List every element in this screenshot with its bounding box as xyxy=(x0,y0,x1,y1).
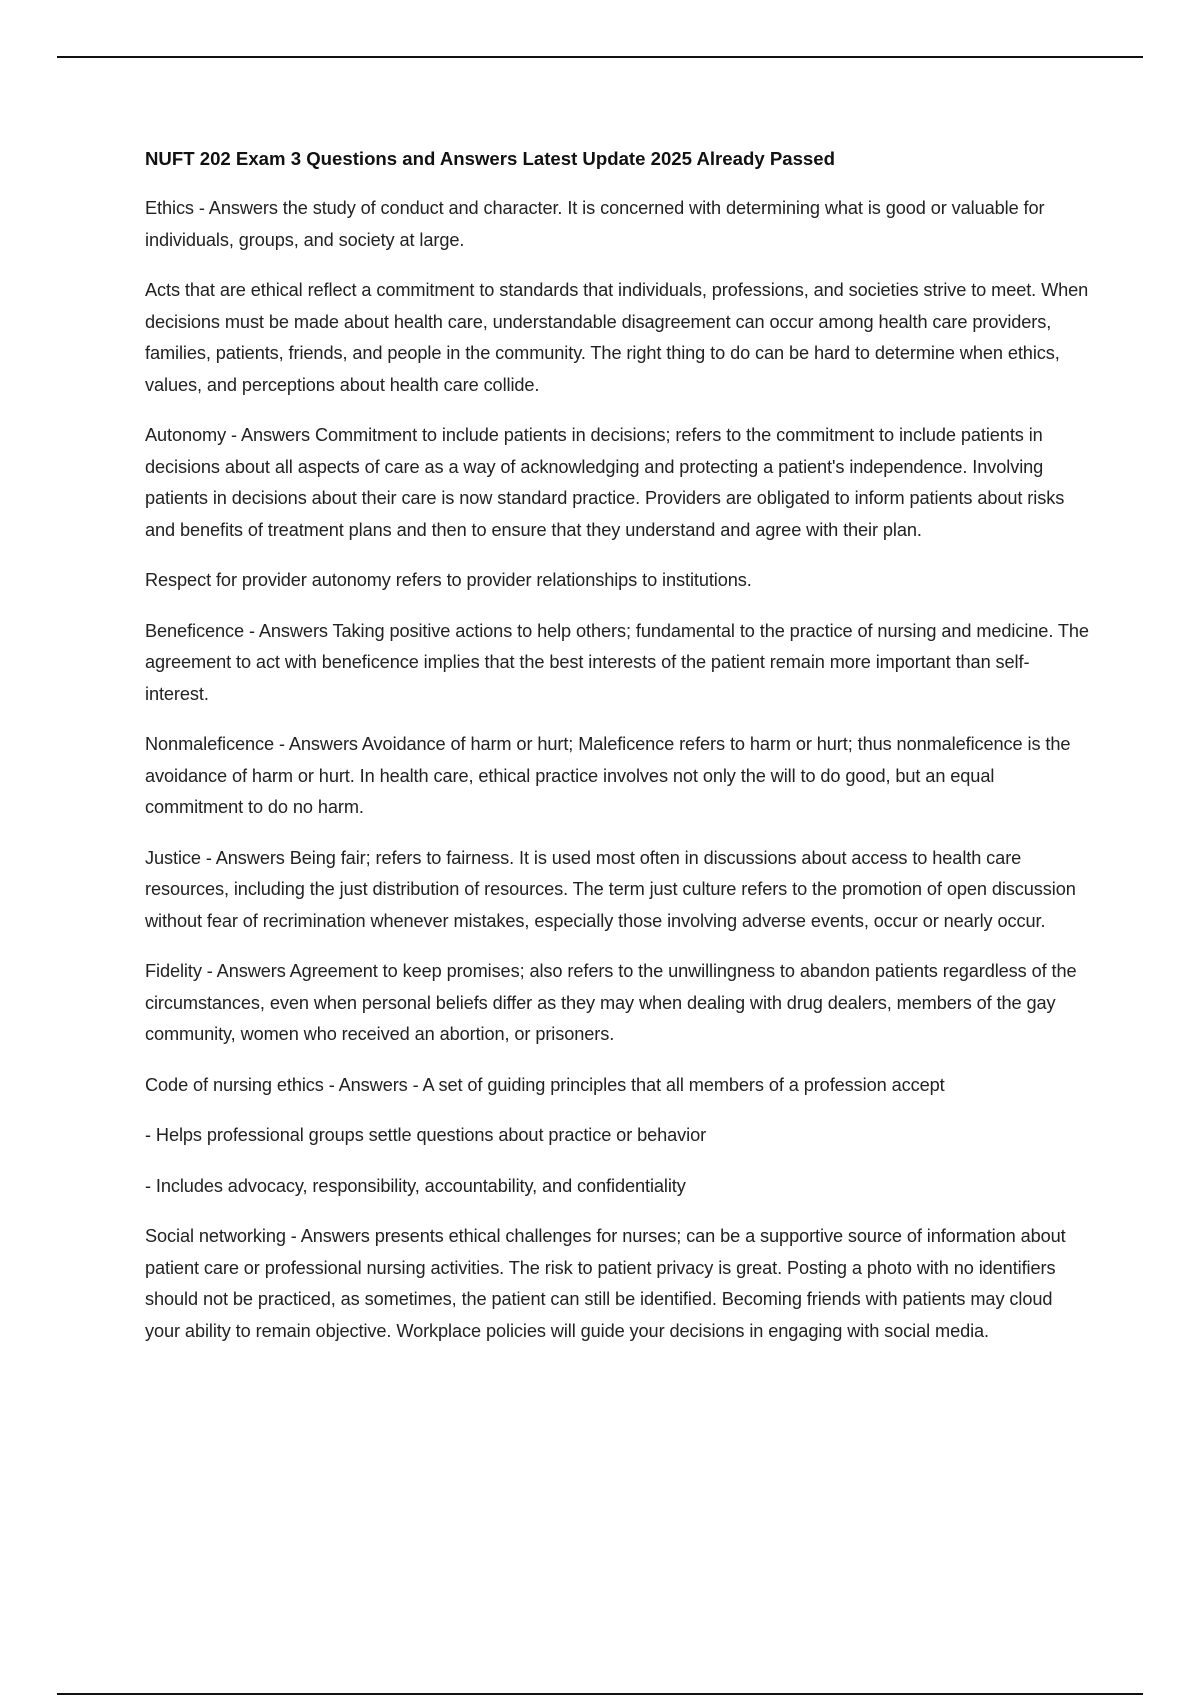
paragraph-code-of-ethics: Code of nursing ethics - Answers - A set of guiding principles that all members of a profession accept xyxy=(145,1074,945,1095)
paragraph-code-bullet-1: - Helps professional groups settle questions about practice or behavior xyxy=(145,1125,707,1145)
paragraph-provider-autonomy: Respect for provider autonomy refers to provider relationships to institutions. xyxy=(145,570,752,590)
paragraph-nonmaleficence: Nonmaleficence - Answers Avoidance of harm or hurt; Maleficence refers to harm or hurt; thus nonmaleficence is the avoidance of harm or hurt. In health care, ethical practice involves not only the will to do good, but an equal commitment to do no harm. xyxy=(145,734,1071,817)
paragraph-ethics: Ethics - Answers the study of conduct and character. It is concerned with determining what is good or valuable for individuals, groups, and society at large. xyxy=(145,198,1045,250)
paragraph-code-bullet-2: - Includes advocacy, responsibility, accountability, and confidentiality xyxy=(145,1175,686,1196)
footer-rule xyxy=(57,1693,1143,1695)
paragraph-social-networking: Social networking - Answers presents ethical challenges for nurses; can be a supportive source of information about patient care or professional nursing activities. The risk to patient privacy is great. Posting a photo with no identifiers should not be practiced, as sometimes, the patient can still be identified. Becoming friends with patients may cloud your ability to remain objective. Workplace policies will guide your decisions in engaging with social media. xyxy=(145,1226,1066,1341)
header-rule xyxy=(57,56,1143,58)
paragraph-fidelity: Fidelity - Answers Agreement to keep promises; also refers to the unwillingness to abandon patients regardless of the circumstances, even when personal beliefs differ as they may when dealing with drug dealers, members of the gay community, women who received an abortion, or prisoners. xyxy=(145,961,1077,1044)
paragraph-justice: Justice - Answers Being fair; refers to fairness. It is used most often in discussions about access to health care resources, including the just distribution of resources. The term just culture refers to the promotion of open discussion without fear of recrimination whenever mistakes, especially those involving adverse events, occur or nearly occur. xyxy=(145,847,1076,931)
paragraph-beneficence: Beneficence - Answers Taking positive actions to help others; fundamental to the practice of nursing and medicine. The agreement to act with beneficence implies that the best interests of the patient remain more important than self-interest. xyxy=(145,620,1089,704)
document-body xyxy=(145,144,1090,1347)
paragraph-autonomy: Autonomy - Answers Commitment to include patients in decisions; refers to the commitment to include patients in decisions about all aspects of care as a way of acknowledging and protecting a patient's independence. Involving patients in decisions about their care is now standard practice. Providers are obligated to inform patients about risks and benefits of treatment plans and then to ensure that they understand and agree with their plan. xyxy=(145,425,1065,540)
document-title: NUFT 202 Exam 3 Questions and Answers Latest Update 2025 Already Passed xyxy=(145,148,835,169)
paragraph-ethical-acts: Acts that are ethical reflect a commitment to standards that individuals, professions, and societies strive to meet. When decisions must be made about health care, understandable disagreement can occur among health care providers, families, patients, friends, and people in the community. The right thing to do can be hard to determine when ethics, values, and perceptions about health care collide. xyxy=(145,280,1089,395)
